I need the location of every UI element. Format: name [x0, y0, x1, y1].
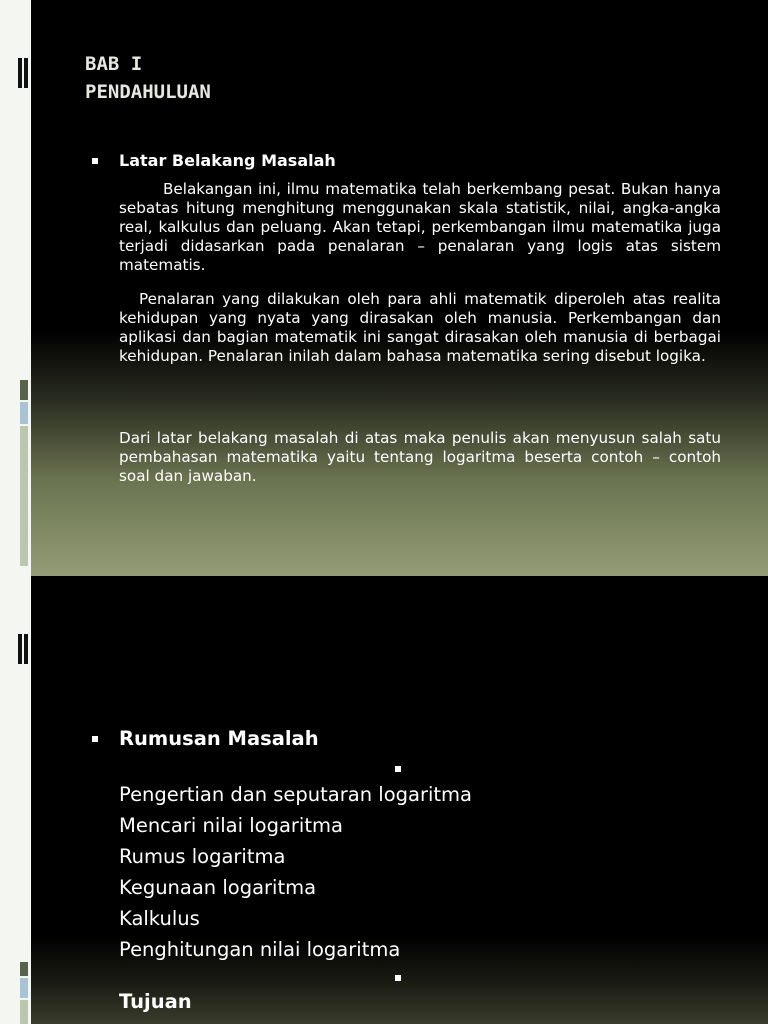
section-heading: Latar Belakang Masalah: [119, 151, 336, 170]
edge-marker: [24, 58, 28, 88]
title-section: PENDAHULUAN: [85, 81, 211, 103]
edge-accent-bar: [20, 962, 28, 976]
section-heading: Rumusan Masalah: [119, 727, 319, 750]
edge-marker: [18, 58, 22, 88]
edge-marker: [18, 634, 22, 664]
problem-list: [119, 779, 472, 965]
list-item: Kegunaan logaritma: [119, 876, 317, 899]
edge-accent-bar: [20, 402, 28, 424]
bullet-square-icon: [92, 158, 98, 164]
title-chapter: BAB I: [85, 53, 143, 75]
list-item: Rumus logaritma: [119, 845, 286, 868]
paragraph: Dari latar belakang masalah di atas maka penulis akan menyusun salah satu pembahasan matematika yaitu tentang logaritma beserta contoh – contoh soal dan jawaban.: [119, 429, 721, 485]
bullet-square-icon: [395, 975, 401, 981]
slide-title: [85, 50, 211, 106]
edge-accent-bar: [20, 1000, 28, 1024]
edge-accent-bar: [20, 978, 28, 998]
bullet-square-icon: [395, 766, 401, 772]
edge-accent-bar: [20, 380, 28, 400]
edge-marker: [24, 634, 28, 664]
list-item: Kalkulus: [119, 907, 200, 930]
paragraph: Belakangan ini, ilmu matematika telah berkembang pesat. Bukan hanya sebatas hitung menghitung menggunakan skala statistik, nilai, angka-angka real, kalkulus dan peluang. Akan tetapi, perkembangan ilmu matematika juga terjadi didasarkan pada penalaran – penalaran yang logis atas sistem matematis.: [119, 180, 721, 274]
list-item: Penghitungan nilai logaritma: [119, 938, 401, 961]
list-item: Mencari nilai logaritma: [119, 814, 343, 837]
list-item: Pengertian dan seputaran logaritma: [119, 783, 472, 806]
section-heading: Tujuan: [119, 990, 192, 1013]
edge-accent-bar: [20, 426, 28, 566]
slide-1: [31, 0, 768, 576]
paragraph: Penalaran yang dilakukan oleh para ahli matematik diperoleh atas realita kehidupan yang nyata yang dirasakan oleh manusia. Perkembangan dan aplikasi dan bagian matematik ini sangat dirasakan oleh manusia di berbagai kehidupan. Penalaran inilah dalam bahasa matematika sering disebut logika.: [119, 290, 721, 365]
slide-2: [31, 576, 768, 1024]
bullet-square-icon: [92, 736, 98, 742]
